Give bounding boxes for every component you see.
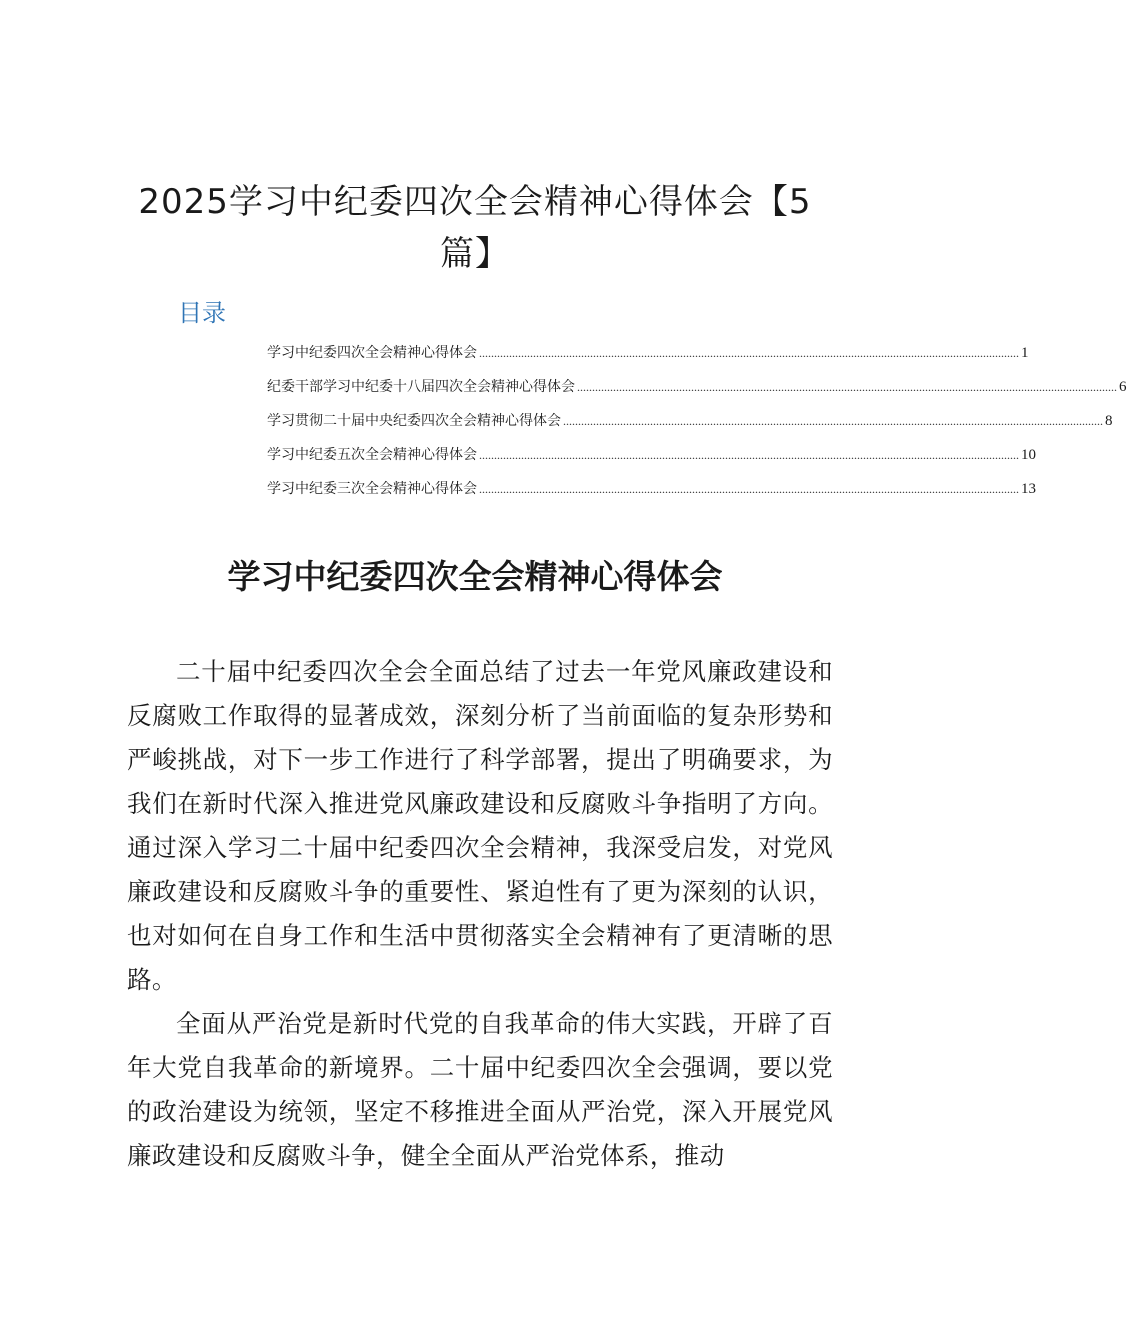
toc-entry-label: 纪委干部学习中纪委十八届四次全会精神心得体会 <box>267 379 575 395</box>
toc-leader-dots: .................................................................................................................................................................................... <box>563 414 1103 428</box>
toc-leader-dots: .................................................................................................................................................................................... <box>479 448 1019 462</box>
body-paragraph: 二十届中纪委四次全会全面总结了过去一年党风廉政建设和反腐败工作取得的显著成效，深刻分析了当前面临的复杂形势和严峻挑战，对下一步工作进行了科学部署，提出了明确要求，为我们在新时代深入推进党风廉政建设和反腐败斗争指明了方向。通过深入学习二十届中纪委四次全会精神，我深受启发，对党风廉政建设和反腐败斗争的重要性、紧迫性有了更为深刻的认识，也对如何在自身工作和生活中贯彻落实全会精神有了更清晰的思路。 <box>127 657 833 994</box>
body-paragraph: 全面从严治党是新时代党的自我革命的伟大实践，开辟了百年大党自我革命的新境界。二十届中纪委四次全会强调，要以党的政治建设为统领，坚定不移推进全面从严治党，深入开展党风廉政建设和反腐败斗争，健全全面从严治党体系，推动 <box>127 1009 833 1170</box>
toc-entry[interactable] <box>267 374 1127 408</box>
toc-entry-page: 13 <box>1021 481 1036 497</box>
toc-leader-dots: .................................................................................................................................................................................... <box>577 380 1117 394</box>
toc-entry-page: 8 <box>1105 413 1113 429</box>
toc-entry-label: 学习中纪委三次全会精神心得体会 <box>267 481 477 497</box>
toc-entry-page: 10 <box>1021 447 1036 463</box>
document-title: 2025学习中纪委四次全会精神心得体会【5篇】 <box>138 182 812 274</box>
toc-entry[interactable] <box>267 476 1036 510</box>
section-title: 学习中纪委四次全会精神心得体会 <box>227 557 723 596</box>
toc-entry[interactable] <box>267 442 1036 476</box>
toc-entry[interactable] <box>267 340 1029 374</box>
toc-entry-page: 6 <box>1119 379 1127 395</box>
toc-leader-dots: .................................................................................................................................................................................... <box>479 482 1019 496</box>
toc-entry-label: 学习贯彻二十届中央纪委四次全会精神心得体会 <box>267 413 561 429</box>
toc-entry-label: 学习中纪委五次全会精神心得体会 <box>267 447 477 463</box>
body-text <box>127 650 833 1178</box>
toc-entry-label: 学习中纪委四次全会精神心得体会 <box>267 345 477 361</box>
toc-entry[interactable] <box>267 408 1113 442</box>
toc-heading: 目录 <box>178 299 226 327</box>
toc-entry-page: 1 <box>1021 345 1029 361</box>
table-of-contents <box>267 340 1127 510</box>
toc-leader-dots: .................................................................................................................................................................................... <box>479 346 1019 360</box>
